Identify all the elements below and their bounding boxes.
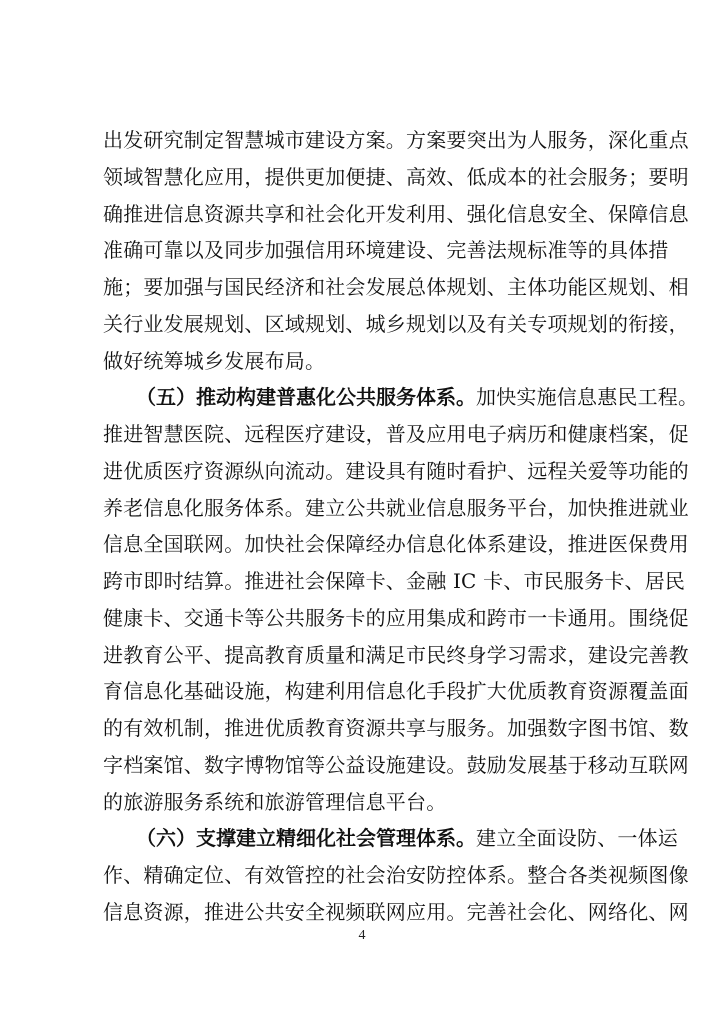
- section-6-heading: （六）支撑建立精细化社会管理体系。: [136, 826, 476, 851]
- text-line: 施；要加强与国民经济和社会发展总体规划、主体功能区规划、相: [103, 275, 689, 299]
- text-line: 关行业发展规划、区域规划、城乡规划以及有关专项规划的衔接，: [103, 311, 689, 336]
- page-number: 4: [358, 928, 366, 943]
- text-line: 进教育公平、提高教育质量和满足市民终身学习需求，建设完善教: [103, 642, 689, 667]
- text-line: 跨市即时结算。推进社会保障卡、金融 IC 卡、市民服务卡、居民: [103, 569, 686, 593]
- text-line: 的有效机制，推进优质教育资源共享与服务。加强数字图书馆、数: [103, 716, 689, 740]
- section-5-first-line-text: 加快实施信息惠民工程。: [476, 385, 699, 410]
- text-line: 字档案馆、数字博物馆等公益设施建设。鼓励发展基于移动互联网: [103, 752, 689, 777]
- text-line: 准确可靠以及同步加强信用环境建设、完善法规标准等的具体措: [103, 238, 669, 263]
- text-line: 养老信息化服务体系。建立公共就业信息服务平台，加快推进就业: [103, 495, 689, 520]
- text-line: 的旅游服务系统和旅游管理信息平台。: [103, 789, 447, 814]
- text-line: 信息全国联网。加快社会保障经办信息化体系建设，推进医保费用: [103, 532, 689, 557]
- document-body: [103, 122, 699, 931]
- section-5-first-line: [103, 379, 699, 416]
- section-6-first-line-text: 建立全面设防、一体运: [476, 826, 678, 851]
- text-line: 信息资源，推进公共安全视频联网应用。完善社会化、网络化、网: [103, 899, 689, 924]
- text-line: 领域智慧化应用，提供更加便捷、高效、低成本的社会服务；要明: [103, 164, 689, 189]
- text-line: 推进智慧医院、远程医疗建设，普及应用电子病历和健康档案，促: [103, 422, 689, 446]
- text-line: 健康卡、交通卡等公共服务卡的应用集成和跨市一卡通用。围绕促: [103, 605, 689, 630]
- text-line: 进优质医疗资源纵向流动。建设具有随时看护、远程关爱等功能的: [103, 458, 689, 483]
- text-line: 作、精确定位、有效管控的社会治安防控体系。整合各类视频图像: [103, 863, 689, 887]
- text-line: 做好统筹城乡发展布局。: [103, 348, 326, 373]
- text-line: 育信息化基础设施，构建利用信息化手段扩大优质教育资源覆盖面: [103, 679, 689, 704]
- section-6-first-line: [103, 820, 678, 857]
- text-line: 确推进信息资源共享和社会化开发利用、强化信息安全、保障信息: [103, 201, 689, 226]
- text-line: 出发研究制定智慧城市建设方案。方案要突出为人服务，深化重点: [103, 128, 689, 152]
- section-5-heading: （五）推动构建普惠化公共服务体系。: [136, 385, 476, 410]
